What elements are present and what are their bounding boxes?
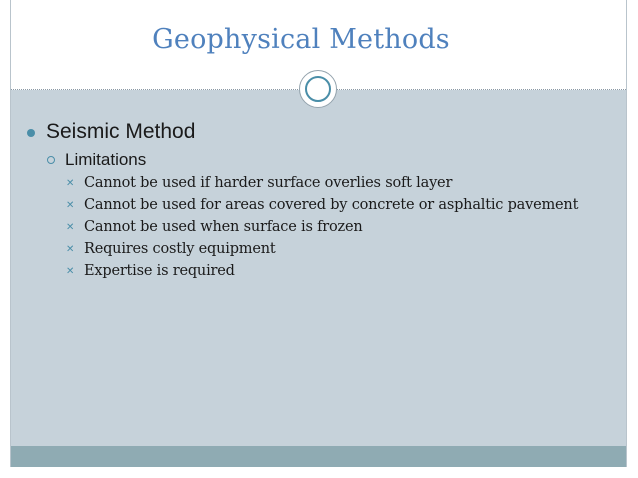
limitations-list xyxy=(66,172,578,282)
bullet-level2 xyxy=(47,150,146,170)
x-bullet-icon: ✕ xyxy=(66,265,75,277)
list-item-text: Cannot be used if harder surface overlies soft layer xyxy=(84,175,453,191)
hollow-circle-bullet-icon xyxy=(47,156,55,164)
slide-title: Geophysical Methods xyxy=(152,24,450,55)
list-item-text: Cannot be used when surface is frozen xyxy=(84,219,363,235)
list-item xyxy=(66,238,578,260)
x-bullet-icon: ✕ xyxy=(66,221,75,233)
list-item-text: Expertise is required xyxy=(84,263,235,279)
list-item xyxy=(66,172,578,194)
filled-circle-bullet-icon xyxy=(27,129,35,137)
list-item-text: Cannot be used for areas covered by concrete or asphaltic pavement xyxy=(84,197,579,213)
x-bullet-icon: ✕ xyxy=(66,199,75,211)
list-item xyxy=(66,194,578,216)
list-item xyxy=(66,260,578,282)
subheading-text: Limitations xyxy=(65,150,147,169)
heading-text: Seismic Method xyxy=(46,120,196,143)
x-bullet-icon: ✕ xyxy=(66,243,75,255)
x-bullet-icon: ✕ xyxy=(66,177,75,189)
list-item-text: Requires costly equipment xyxy=(84,241,276,257)
list-item xyxy=(66,216,578,238)
bullet-level1 xyxy=(27,120,195,144)
